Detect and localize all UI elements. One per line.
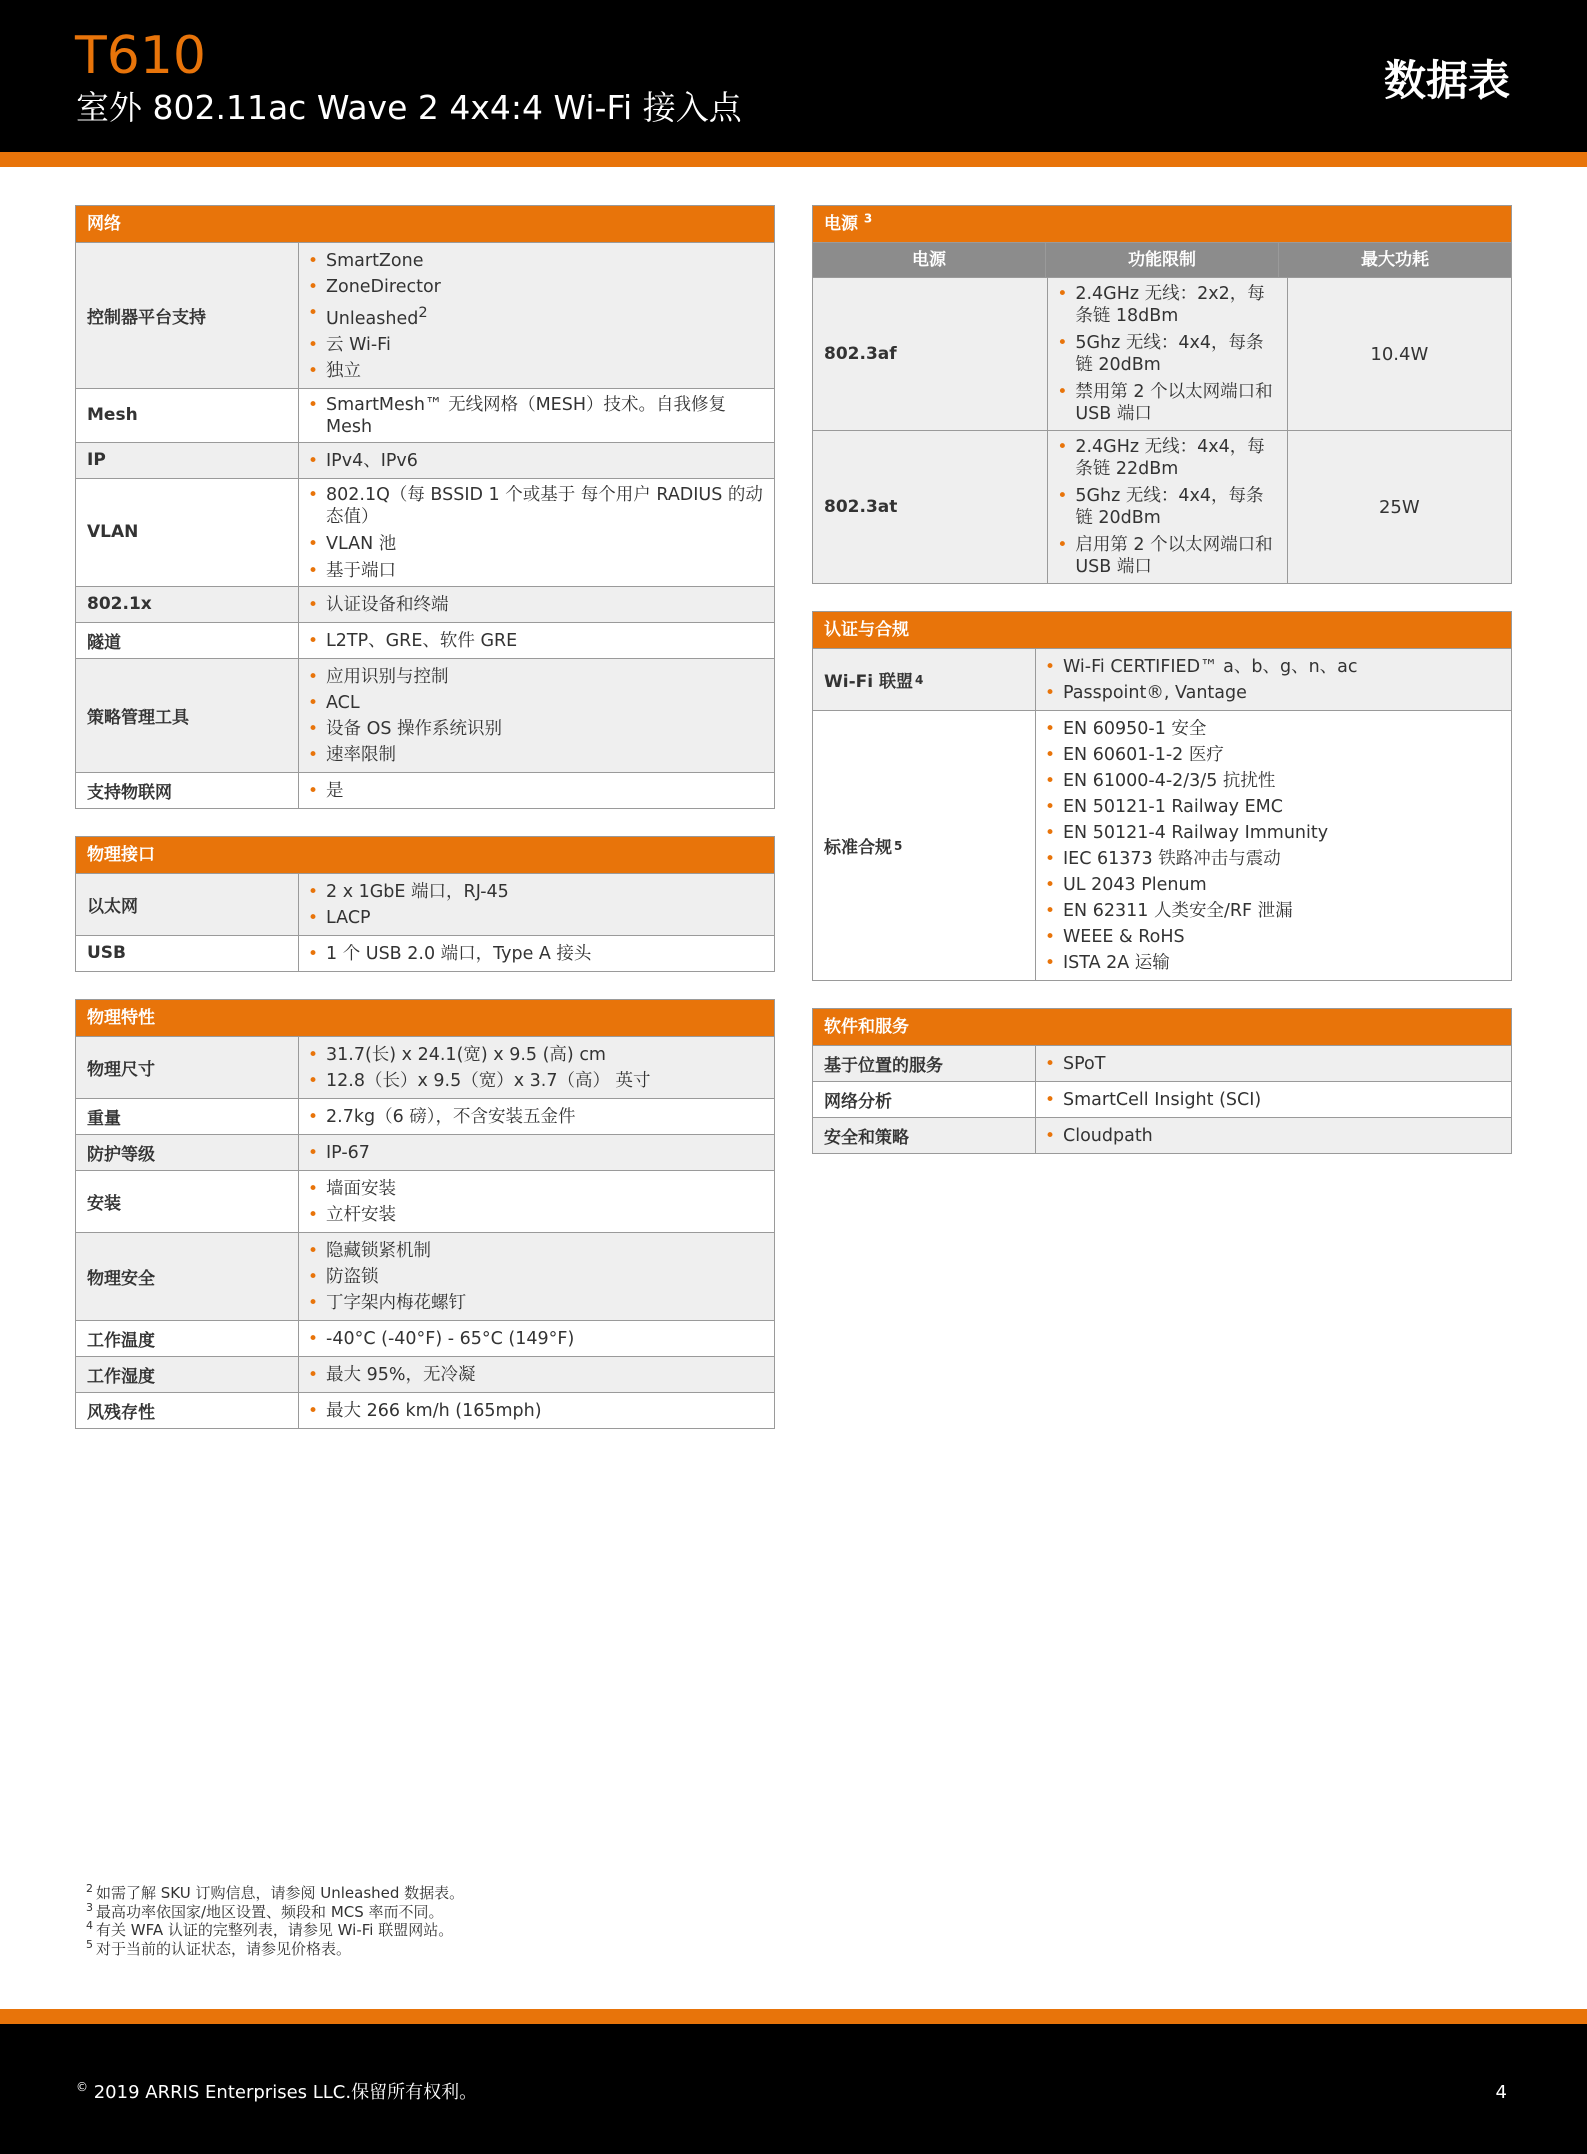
- list-item: • VLAN 池: [306, 533, 764, 555]
- table-row: [813, 648, 1511, 710]
- row-label: VLAN: [76, 479, 299, 586]
- table-row: [76, 442, 774, 478]
- row-label: Wi-Fi 联盟 4: [813, 649, 1036, 710]
- product-model: T610: [75, 26, 207, 86]
- footnote-text: 对于当前的认证状态，请参见价格表。: [96, 1939, 352, 1958]
- footnote-number: 4: [86, 1919, 93, 1932]
- table-row: [76, 772, 774, 808]
- table-row: [76, 1170, 774, 1232]
- list-item: • 独立: [306, 358, 764, 384]
- list-item: • 1 个 USB 2.0 端口，Type A 接头: [306, 941, 764, 967]
- section-title: 软件和服务: [813, 1009, 1511, 1045]
- table-row: [813, 430, 1511, 583]
- row-label: USB: [76, 936, 299, 971]
- table-row: [76, 1036, 774, 1098]
- row-label: IP: [76, 443, 299, 478]
- copyright: [76, 2081, 477, 2105]
- footnotes: [86, 1884, 464, 1958]
- max-power: 10.4W: [1287, 278, 1511, 430]
- table-row: [76, 388, 774, 442]
- physical-interfaces-section: [75, 836, 775, 972]
- power-source: 802.3at: [824, 497, 898, 517]
- row-label: Mesh: [76, 389, 299, 442]
- table-row: [76, 1098, 774, 1134]
- software-services-section: [812, 1008, 1512, 1154]
- table-row: [813, 710, 1511, 980]
- list-item: • 最大 95%，无冷凝: [306, 1362, 764, 1388]
- list-item: • SmartZone: [306, 248, 764, 274]
- row-label: 安装: [76, 1171, 299, 1232]
- row-label: 802.1x: [76, 587, 299, 622]
- table-row: [76, 1134, 774, 1170]
- copyright-symbol: ©: [76, 2080, 88, 2094]
- footnote-ref: 2: [418, 304, 428, 321]
- row-label: 安全和策略: [813, 1118, 1036, 1153]
- list-item: • 设备 OS 操作系统识别: [306, 716, 764, 742]
- row-label: 以太网: [76, 874, 299, 935]
- list-item: • EN 62311 人类安全/RF 泄漏: [1043, 898, 1501, 924]
- table-row: [76, 658, 774, 772]
- list-item: • 2 x 1GbE 端口，RJ-45: [306, 879, 764, 905]
- list-item: • 12.8（长）x 9.5（宽）x 3.7（高） 英寸: [306, 1068, 764, 1094]
- list-item: • Cloudpath: [1043, 1123, 1501, 1149]
- row-label: 策略管理工具: [76, 659, 299, 772]
- list-item: • ISTA 2A 运输: [1043, 950, 1501, 976]
- row-label: 隧道: [76, 623, 299, 658]
- list-item: • 防盗锁: [306, 1264, 764, 1290]
- row-label: 基于位置的服务: [813, 1046, 1036, 1081]
- footnote-number: 2: [86, 1882, 93, 1895]
- list-item: • 最大 266 km/h (165mph): [306, 1398, 764, 1424]
- list-item: • Passpoint®, Vantage: [1043, 680, 1501, 706]
- physical-characteristics-section: [75, 999, 775, 1429]
- table-row: [76, 242, 774, 388]
- footnote: [86, 1884, 464, 1903]
- list-item: • SmartCell Insight (SCI): [1043, 1087, 1501, 1113]
- list-item: • WEEE & RoHS: [1043, 924, 1501, 950]
- power-source: 802.3af: [824, 344, 897, 364]
- document-type: 数据表: [1383, 56, 1510, 105]
- column-header: 电源: [912, 250, 946, 270]
- footnote-text: 最高功率依国家/地区设置、频段和 MCS 率而不同。: [96, 1902, 444, 1921]
- list-item: • 启用第 2 个以太网端口和 USB 端口: [1055, 534, 1278, 578]
- table-row: [76, 586, 774, 622]
- list-item: • IEC 61373 铁路冲击与震动: [1043, 846, 1501, 872]
- table-row: [813, 1081, 1511, 1117]
- table-row: [813, 1117, 1511, 1153]
- copyright-text: 2019 ARRIS Enterprises LLC.保留所有权利。: [93, 2082, 478, 2103]
- row-label: 网络分析: [813, 1082, 1036, 1117]
- max-power: 25W: [1287, 431, 1511, 583]
- row-label: 物理安全: [76, 1233, 299, 1320]
- list-item: • UL 2043 Plenum: [1043, 872, 1501, 898]
- footnote: [86, 1900, 464, 1922]
- list-item: • LACP: [306, 905, 764, 931]
- row-label: 工作湿度: [76, 1357, 299, 1392]
- list-item: • 速率限制: [306, 742, 764, 768]
- list-item: • 丁字架内梅花螺钉: [306, 1290, 764, 1316]
- section-title-text: 电源: [824, 214, 858, 234]
- right-column: [812, 205, 1512, 1181]
- row-label: 重量: [76, 1099, 299, 1134]
- footnote: [86, 1937, 464, 1959]
- list-item: • 5Ghz 无线：4x4，每条链 20dBm: [1055, 332, 1278, 376]
- list-item: • 是: [306, 778, 764, 804]
- table-row: [76, 1232, 774, 1320]
- row-label: 标准合规 5: [813, 711, 1036, 980]
- list-item: • EN 61000-4-2/3/5 抗扰性: [1043, 768, 1501, 794]
- footer-accent-stripe: [0, 2009, 1587, 2024]
- row-label-text: 标准合规: [824, 838, 892, 858]
- list-item: • -40°C (-40°F) - 65°C (149°F): [306, 1326, 764, 1352]
- row-label: 支持物联网: [76, 773, 299, 808]
- list-item: • 2.7kg（6 磅），不含安装五金件: [306, 1104, 764, 1130]
- page-number: 4: [1495, 2082, 1507, 2103]
- list-item: • 5Ghz 无线：4x4，每条链 20dBm: [1055, 485, 1278, 529]
- footnote-number: 5: [86, 1937, 93, 1951]
- section-title: 网络: [76, 206, 774, 242]
- footnote-text: 有关 WFA 认证的完整列表，请参见 Wi-Fi 联盟网站。: [96, 1921, 454, 1939]
- row-label: 工作温度: [76, 1321, 299, 1356]
- list-item: • 隐藏锁紧机制: [306, 1238, 764, 1264]
- list-item: • IPv4、IPv6: [306, 448, 764, 474]
- list-item: • EN 60601-1-2 医疗: [1043, 742, 1501, 768]
- list-item-text: Unleashed: [326, 308, 419, 329]
- table-row: [76, 478, 774, 586]
- list-item: • EN 50121-1 Railway EMC: [1043, 794, 1501, 820]
- table-row: [76, 935, 774, 971]
- list-item: • Wi-Fi CERTIFIED™ a、b、g、n、ac: [1043, 654, 1501, 680]
- section-title: 物理特性: [76, 1000, 774, 1036]
- list-item: • SPoT: [1043, 1051, 1501, 1077]
- section-title: [813, 206, 1511, 242]
- list-item: • 认证设备和终端: [306, 592, 764, 618]
- row-label: 物理尺寸: [76, 1037, 299, 1098]
- row-label-text: Wi-Fi 联盟: [824, 672, 913, 692]
- left-column: [75, 205, 775, 1456]
- list-item: • 禁用第 2 个以太网端口和 USB 端口: [1055, 381, 1278, 425]
- list-item: • ZoneDirector: [306, 274, 764, 300]
- product-subtitle: 室外 802.11ac Wave 2 4x4:4 Wi-Fi 接入点: [76, 88, 742, 127]
- table-row: [76, 873, 774, 935]
- row-label: 防护等级: [76, 1135, 299, 1170]
- list-item: • 802.1Q（每 BSSID 1 个或基于 每个用户 RADIUS 的动态值）: [306, 484, 764, 528]
- list-item: • 2.4GHz 无线：4x4，每条链 22dBm: [1055, 436, 1278, 480]
- table-row: [813, 1045, 1511, 1081]
- list-item: • 立杆安装: [306, 1202, 764, 1228]
- list-item: • 应用识别与控制: [306, 664, 764, 690]
- row-label: 风残存性: [76, 1393, 299, 1428]
- list-item: • 基于端口: [306, 560, 764, 582]
- footnote: [86, 1921, 464, 1940]
- list-item: • L2TP、GRE、软件 GRE: [306, 628, 764, 654]
- list-item: • ACL: [306, 690, 764, 716]
- power-table-header: [813, 242, 1511, 277]
- section-title: 物理接口: [76, 837, 774, 873]
- list-item: • SmartMesh™ 无线网格（MESH）技术。自我修复 Mesh: [306, 394, 764, 438]
- footnote-number: 3: [86, 1900, 93, 1914]
- network-section: [75, 205, 775, 809]
- section-title: 认证与合规: [813, 612, 1511, 648]
- header-accent-stripe: [0, 152, 1587, 167]
- certification-section: [812, 611, 1512, 981]
- row-label: 控制器平台支持: [76, 243, 299, 388]
- list-item: • 2.4GHz 无线：2x2，每条链 18dBm: [1055, 283, 1278, 327]
- column-header: 功能限制: [1045, 243, 1278, 277]
- table-row: [76, 1392, 774, 1428]
- footnote-ref: 3: [863, 211, 873, 226]
- list-item: • EN 60950-1 安全: [1043, 716, 1501, 742]
- table-row: [76, 1356, 774, 1392]
- table-row: [813, 277, 1511, 430]
- column-header: 最大功耗: [1278, 243, 1511, 277]
- list-item: • 云 Wi-Fi: [306, 332, 764, 358]
- list-item: • 墙面安装: [306, 1176, 764, 1202]
- power-section: [812, 205, 1512, 584]
- list-item: • IP-67: [306, 1140, 764, 1166]
- list-item: • 31.7(长) x 24.1(宽) x 9.5 (高) cm: [306, 1042, 764, 1068]
- table-row: [76, 1320, 774, 1356]
- list-item: • EN 50121-4 Railway Immunity: [1043, 820, 1501, 846]
- footnote-text: 如需了解 SKU 订购信息，请参阅 Unleashed 数据表。: [96, 1884, 465, 1902]
- list-item: [306, 300, 764, 332]
- table-row: [76, 622, 774, 658]
